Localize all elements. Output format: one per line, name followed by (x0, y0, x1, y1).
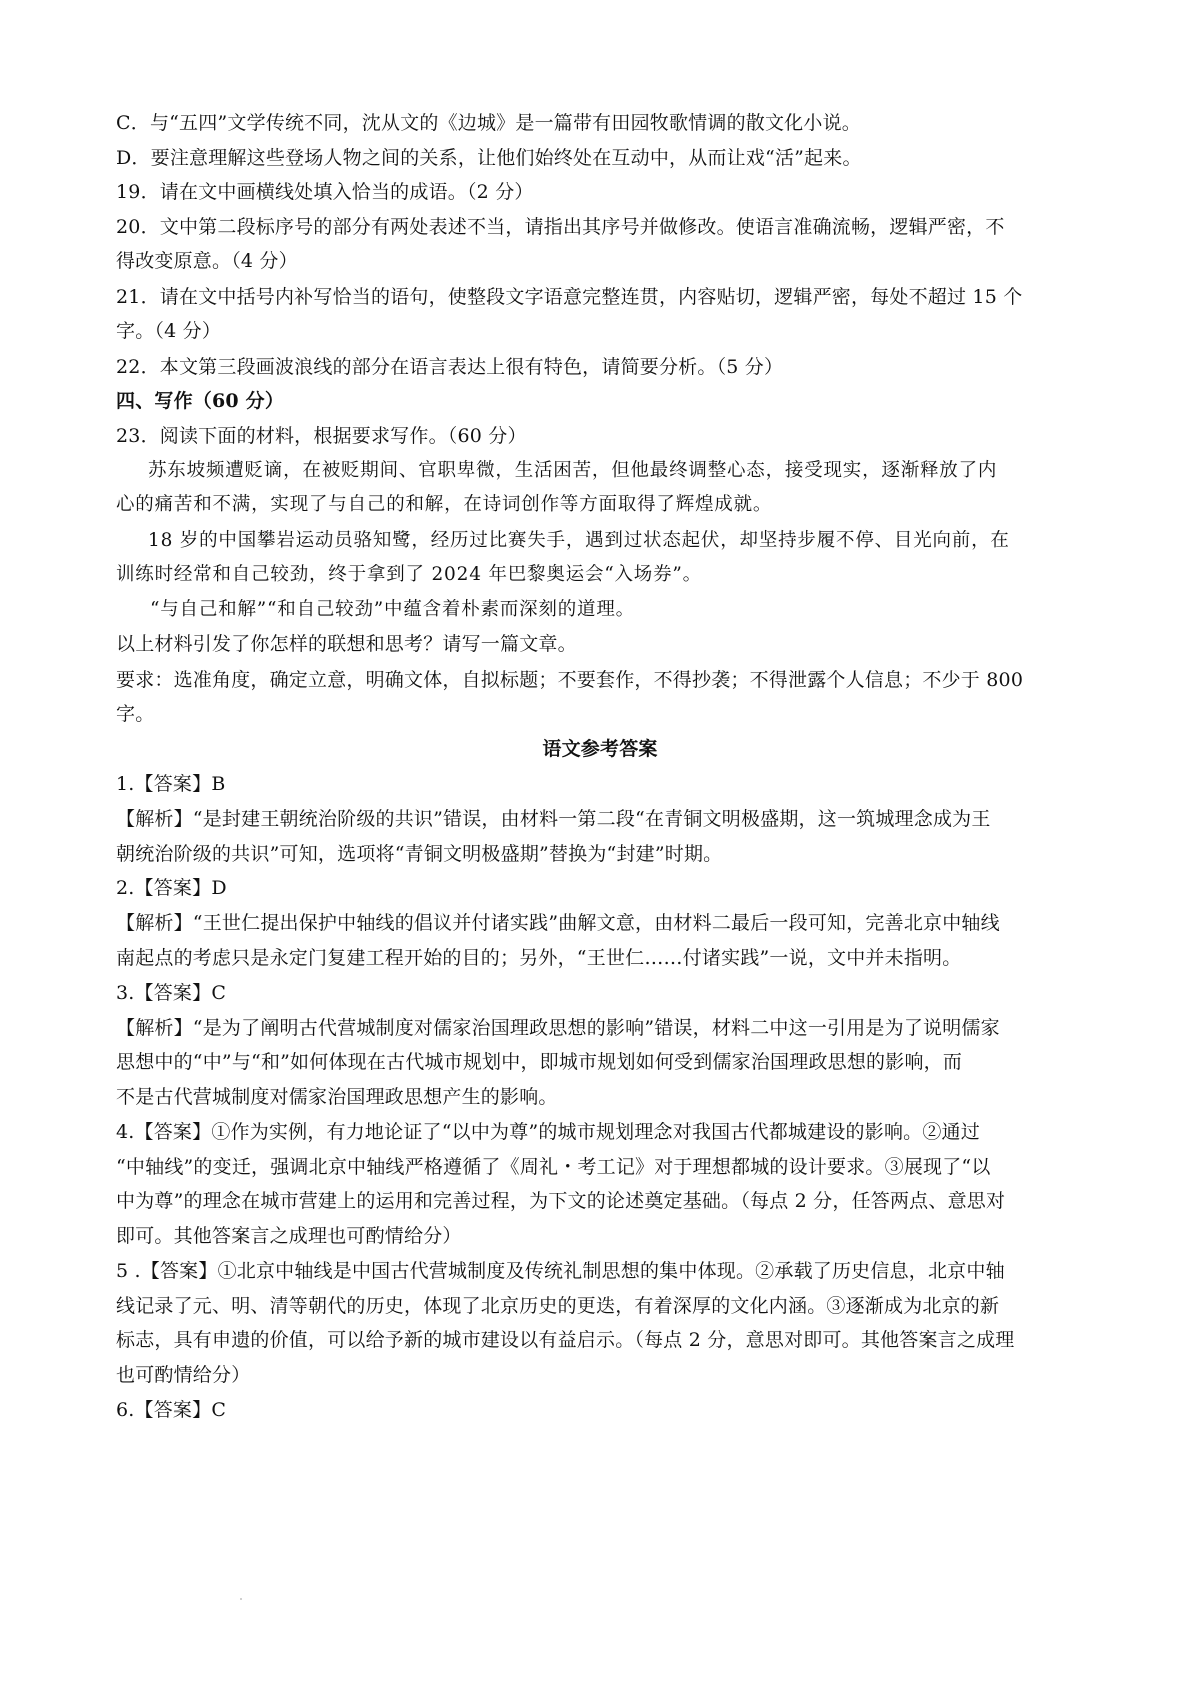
writing-requirements-line-1: 要求：选准角度，确定立意，明确文体，自拟标题；不要套作，不得抄袭；不得泄露个人信息；不少于 800 (116, 669, 1024, 691)
scan-dot (240, 1598, 242, 1600)
answer-5-line-1: 5 .【答案】①北京中轴线是中国古代营城制度及传统礼制思想的集中体现。②承载了历史信息，北京中轴 (116, 1260, 1005, 1282)
writing-requirements-line-2: 字。 (116, 703, 155, 725)
material-paragraph-2-line-1: 18 岁的中国攀岩运动员骆知鹭，经历过比赛失手，遇到过状态起伏，却坚持步履不停、目光向前，在 (148, 530, 1010, 551)
answer-4-line-3: 中为尊”的理念在城市营建上的运用和完善过程，为下文的论述奠定基础。（每点 2 分，任答两点、意思对 (116, 1190, 1006, 1212)
answer-3: 3.【答案】C (116, 982, 227, 1004)
answer-5-line-2: 线记录了元、明、清等朝代的历史，体现了北京历史的更迭，有着深厚的文化内涵。③逐渐成为北京的新 (116, 1295, 1000, 1317)
writing-prompt: 以上材料引发了你怎样的联想和思考？请写一篇文章。 (116, 633, 577, 655)
material-paragraph-2-line-2: 训练时经常和自己较劲，终于拿到了 2024 年巴黎奥运会“入场券”。 (116, 564, 702, 585)
question-21-line-1: 21．请在文中括号内补写恰当的语句，使整段文字语意完整连贯，内容贴切，逻辑严密，每处不超过 15 个 (116, 286, 1023, 308)
question-19: 19．请在文中画横线处填入恰当的成语。（2 分） (116, 181, 534, 203)
question-20-line-2: 得改变原意。（4 分） (116, 250, 298, 272)
answer-4-line-4: 即可。其他答案言之成理也可酌情给分） (116, 1225, 462, 1247)
analysis-3-line-2: 思想中的“中”与“和”如何体现在古代城市规划中，即城市规划如何受到儒家治国理政思想的影响，而 (116, 1051, 963, 1073)
material-paragraph-1-line-1: 苏东坡频遭贬谪，在被贬期间、官职卑微，生活困苦，但他最终调整心态，接受现实，逐渐释放了内 (148, 460, 998, 481)
answer-6: 6.【答案】C (116, 1399, 227, 1421)
analysis-3-line-3: 不是古代营城制度对儒家治国理政思想产生的影响。 (116, 1086, 558, 1108)
material-paragraph-1-line-2: 心的痛苦和不满，实现了与自己的和解，在诗词创作等方面取得了辉煌成就。 (116, 494, 773, 515)
question-20-line-1: 20．文中第二段标序号的部分有两处表述不当，请指出其序号并做修改。使语言准确流畅，逻辑严密，不 (116, 216, 1005, 238)
option-d: D．要注意理解这些登场人物之间的关系，让他们始终处在互动中，从而让戏“活”起来。 (116, 147, 862, 169)
analysis-1-line-1: 【解析】“是封建王朝统治阶级的共识”错误，由材料一第二段“在青铜文明极盛期，这一筑城理念成为王 (116, 808, 991, 830)
answer-key-title: 语文参考答案 (542, 738, 658, 760)
answer-4-line-2: “中轴线”的变迁，强调北京中轴线严格遵循了《周礼・考工记》对于理想都城的设计要求。③展现了“以 (116, 1156, 991, 1178)
question-21-line-2: 字。（4 分） (116, 320, 222, 342)
answer-1: 1.【答案】B (116, 773, 226, 795)
answer-4-line-1: 4.【答案】①作为实例，有力地论证了“以中为尊”的城市规划理念对我国古代都城建设的影响。②通过 (116, 1121, 980, 1143)
question-22: 22．本文第三段画波浪线的部分在语言表达上很有特色，请简要分析。（5 分） (116, 356, 784, 378)
analysis-3-line-1: 【解析】“是为了阐明古代营城制度对儒家治国理政思想的影响”错误，材料二中这一引用是为了说明儒家 (116, 1017, 1000, 1039)
analysis-2-line-2: 南起点的考虑只是永定门复建工程开始的目的；另外，“王世仁……付诸实践”一说，文中并未指明。 (116, 947, 962, 969)
question-23: 23．阅读下面的材料，根据要求写作。（60 分） (116, 425, 527, 447)
answer-5-line-4: 也可酌情给分） (116, 1364, 251, 1386)
answer-5-line-3: 标志，具有申遗的价值，可以给予新的城市建设以有益启示。（每点 2 分，意思对即可。其他答案言之成理 (116, 1329, 1015, 1351)
option-c: C．与“五四”文学传统不同，沈从文的《边城》是一篇带有田园牧歌情调的散文化小说。 (116, 112, 861, 134)
analysis-2-line-1: 【解析】“王世仁提出保护中轴线的倡议并付诸实践”曲解文意，由材料二最后一段可知，完善北京中轴线 (116, 912, 1000, 934)
analysis-1-line-2: 朝统治阶级的共识”可知，选项将“青铜文明极盛期”替换为“封建”时期。 (116, 843, 723, 865)
section-heading-writing: 四、写作（60 分） (116, 390, 285, 412)
answer-2: 2.【答案】D (116, 877, 227, 899)
material-paragraph-3: “与自己和解”“和自己较劲”中蕴含着朴素而深刻的道理。 (150, 599, 635, 620)
